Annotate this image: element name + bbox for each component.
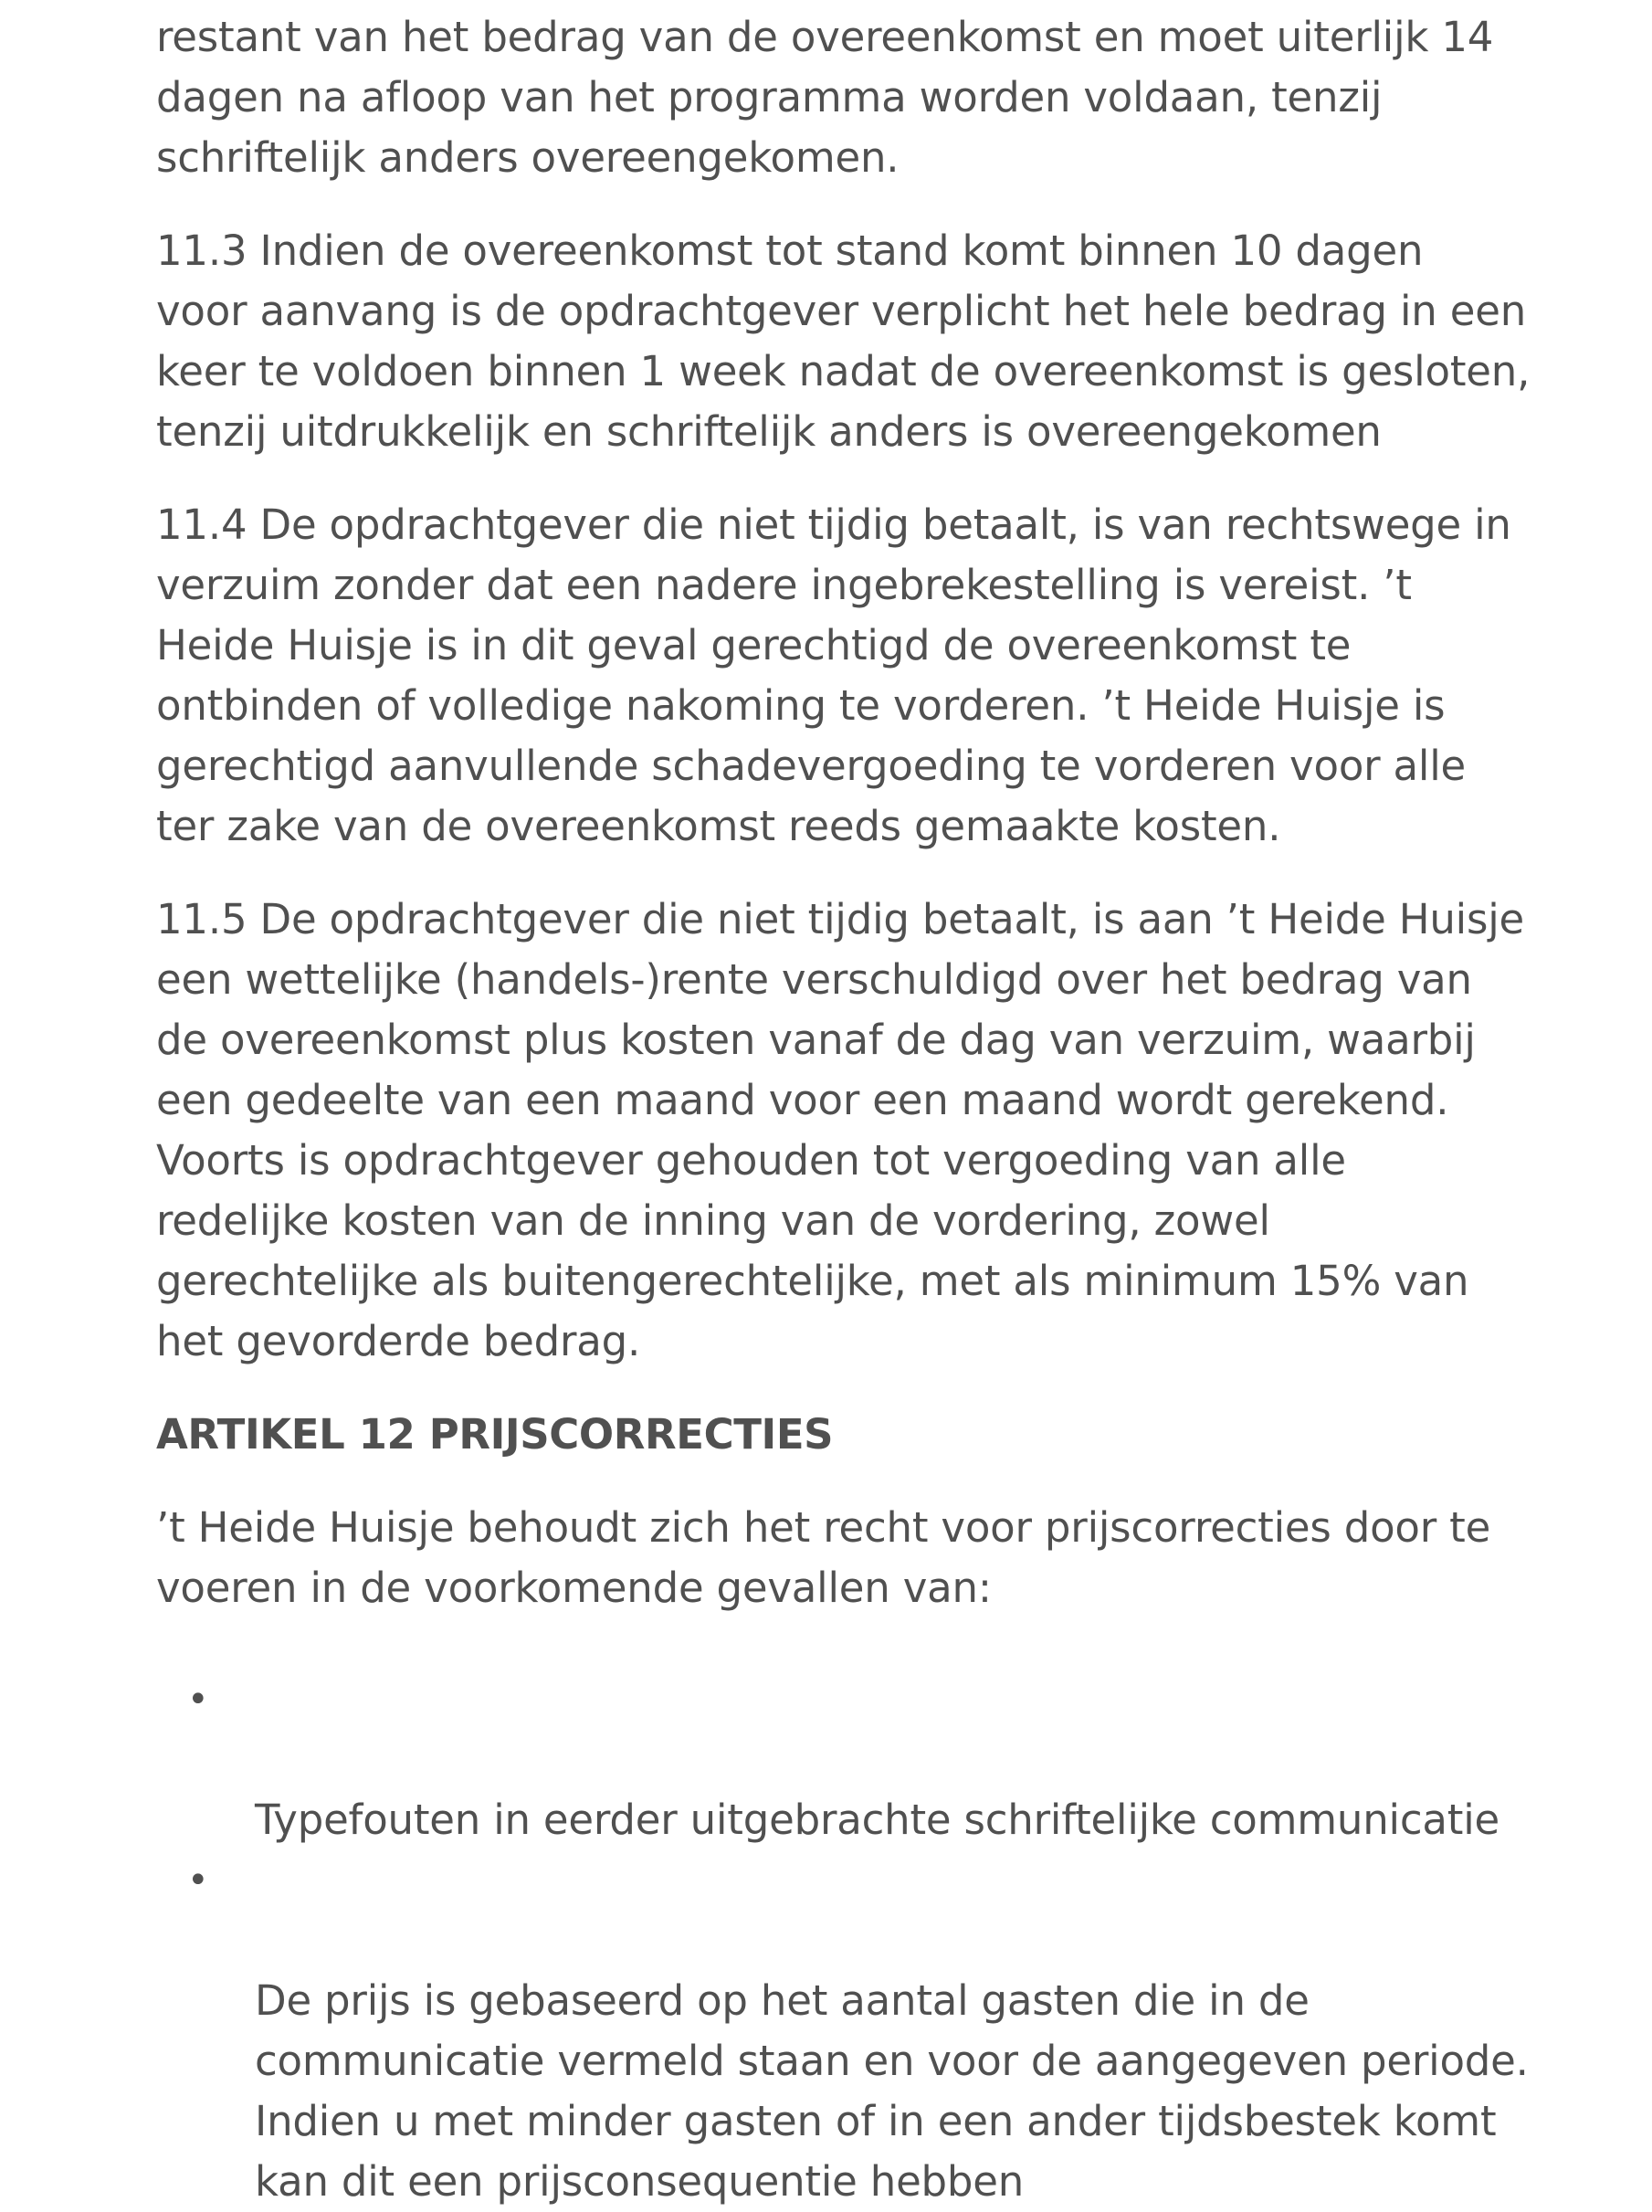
list-item-text: Typefouten in eerder uitgebrachte schriftelijke communicatie (255, 1796, 1500, 1844)
document-body (156, 7, 1581, 2212)
article-12-intro: ’t Heide Huisje behoudt zich het recht voor prijscorrecties door te voeren in de voorkomende gevallen van: (156, 1503, 1491, 1612)
bullet-icon: • (187, 1859, 209, 1901)
bullet-icon: • (187, 1679, 209, 1721)
list-item (156, 1850, 1581, 2212)
paragraph-11-3: 11.3 Indien de overeenkomst tot stand komt binnen 10 dagen voor aanvang is de opdrachtgever verplicht het hele bedrag in een keer te voldoen binnen 1 week nadat de overeenkomst is gesloten, tenzij uitdrukkelijk en schriftelijk anders is overeengekomen (156, 226, 1531, 456)
paragraph-11-4: 11.4 De opdrachtgever die niet tijdig betaalt, is van rechtswege in verzuim zonder dat een nadere ingebrekestelling is vereist. ’t Heide Huisje is in dit geval gerechtigd de overeenkomst te ontbinden of volledige nakoming te vorderen. ’t Heide Huisje is gerechtigd aanvullende schadevergoeding te vorderen voor alle ter zake van de overeenkomst reeds gemaakte kosten. (156, 500, 1511, 850)
price-correction-list (156, 1670, 1581, 2212)
list-item-text: De prijs is gebaseerd op het aantal gasten die in de communicatie vermeld staan en voor de aangegeven periode. Indien u met minder gasten of in een ander tijdsbestek komt kan dit een prijsconsequentie hebben (255, 1976, 1529, 2206)
paragraph-11-5: 11.5 De opdrachtgever die niet tijdig betaalt, is aan ’t Heide Huisje een wettelijke (handels-)rente verschuldigd over het bedrag van de overeenkomst plus kosten vanaf de dag van verzuim, waarbij een gedeelte van een maand voor een maand wordt gerekend. Voorts is opdrachtgever gehouden tot vergoeding van alle redelijke kosten van de inning van de vordering, zowel gerechtelijke als buitengerechtelijke, met als minimum 15% van het gevorderde bedrag. (156, 895, 1525, 1365)
list-item (156, 1670, 1581, 1850)
article-12-heading: ARTIKEL 12 PRIJSCORRECTIES (156, 1410, 834, 1459)
paragraph-11-2-continued: restant van het bedrag van de overeenkomst en moet uiterlijk 14 dagen na afloop van het programma worden voldaan, tenzij schriftelijk anders overeengekomen. (156, 13, 1494, 182)
